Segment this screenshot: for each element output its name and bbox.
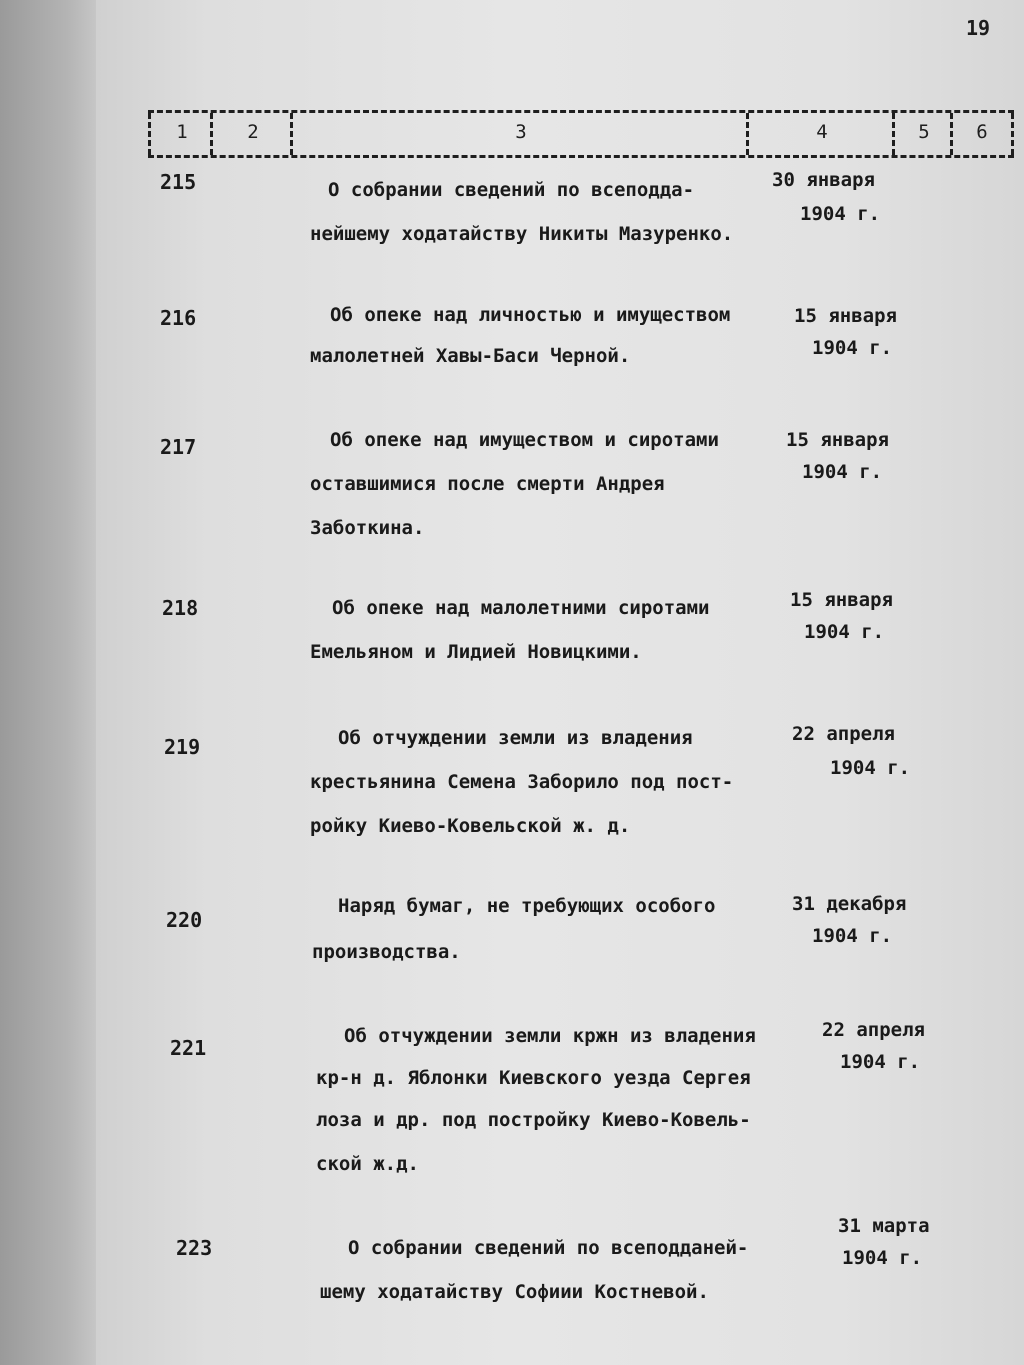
entry-description-line: Об отчуждении земли кржн из владения <box>344 1025 756 1047</box>
entry-date-day-month: 22 апреля <box>792 723 895 745</box>
entry-description-line: производства. <box>312 941 461 963</box>
entry-number: 223 <box>176 1236 213 1260</box>
entry-description-line: О собрании сведений по всеподданей- <box>348 1237 749 1259</box>
entry-date-year: 1904 г. <box>804 621 885 643</box>
entry-description-line: О собрании сведений по всеподда- <box>328 179 695 201</box>
entry-date-day-month: 15 января <box>786 429 889 451</box>
entry-date-year: 1904 г. <box>830 757 911 779</box>
entry-number: 221 <box>170 1036 207 1060</box>
entry-date-day-month: 31 декабря <box>792 893 907 915</box>
entry-date-year: 1904 г. <box>840 1051 921 1073</box>
entry-description-line: Об отчуждении земли из владения <box>338 727 693 749</box>
entry-date-day-month: 31 марта <box>838 1215 930 1237</box>
entry-description-line: шему ходатайству Софиии Костневой. <box>320 1281 709 1303</box>
entry-description-line: ской ж.д. <box>316 1153 419 1175</box>
binding-shadow <box>0 0 96 1365</box>
entry-description-line: оставшимися после смерти Андрея <box>310 473 665 495</box>
entry-description-line: малолетней Хавы-Баси Черной. <box>310 345 631 367</box>
entry-date-day-month: 15 января <box>790 589 893 611</box>
entry-description-line: Об опеке над имуществом и сиротами <box>330 429 719 451</box>
entry-number: 218 <box>162 596 199 620</box>
entry-description-line: нейшему ходатайству Никиты Мазуренко. <box>310 223 734 245</box>
entry-date-year: 1904 г. <box>842 1247 923 1269</box>
column-header-3: 3 <box>290 113 749 155</box>
entry-date-year: 1904 г. <box>802 461 883 483</box>
entry-description-line: Заботкина. <box>310 517 425 539</box>
entry-description-line: крестьянина Семена Заборило под пост- <box>310 771 734 793</box>
entry-date-day-month: 30 января <box>772 169 875 191</box>
column-header-row <box>148 110 1014 158</box>
entry-description-line: ройку Киево-Ковельской ж. д. <box>310 815 631 837</box>
entry-date-year: 1904 г. <box>800 203 881 225</box>
column-header-1: 1 <box>148 113 213 155</box>
column-header-4: 4 <box>746 113 895 155</box>
entry-number: 215 <box>160 170 197 194</box>
entry-description-line: Об опеке над личностью и имуществом <box>330 304 731 326</box>
entry-description-line: кр-н д. Яблонки Киевского уезда Сергея <box>316 1067 751 1089</box>
entry-date-year: 1904 г. <box>812 925 893 947</box>
entry-description-line: Наряд бумаг, не требующих особого <box>338 895 716 917</box>
entry-description-line: лоза и др. под постройку Киево-Ковель- <box>316 1109 751 1131</box>
entry-number: 217 <box>160 435 197 459</box>
page-number: 19 <box>966 16 991 40</box>
entry-description-line: Об опеке над малолетними сиротами <box>332 597 710 619</box>
column-header-6: 6 <box>950 113 1014 155</box>
column-header-5: 5 <box>892 113 953 155</box>
column-header-2: 2 <box>210 113 293 155</box>
entry-description-line: Емельяном и Лидией Новицкими. <box>310 641 642 663</box>
entry-date-year: 1904 г. <box>812 337 893 359</box>
entry-date-day-month: 15 января <box>794 305 897 327</box>
entry-number: 220 <box>166 908 203 932</box>
entry-number: 216 <box>160 306 197 330</box>
entry-number: 219 <box>164 735 201 759</box>
entry-date-day-month: 22 апреля <box>822 1019 925 1041</box>
